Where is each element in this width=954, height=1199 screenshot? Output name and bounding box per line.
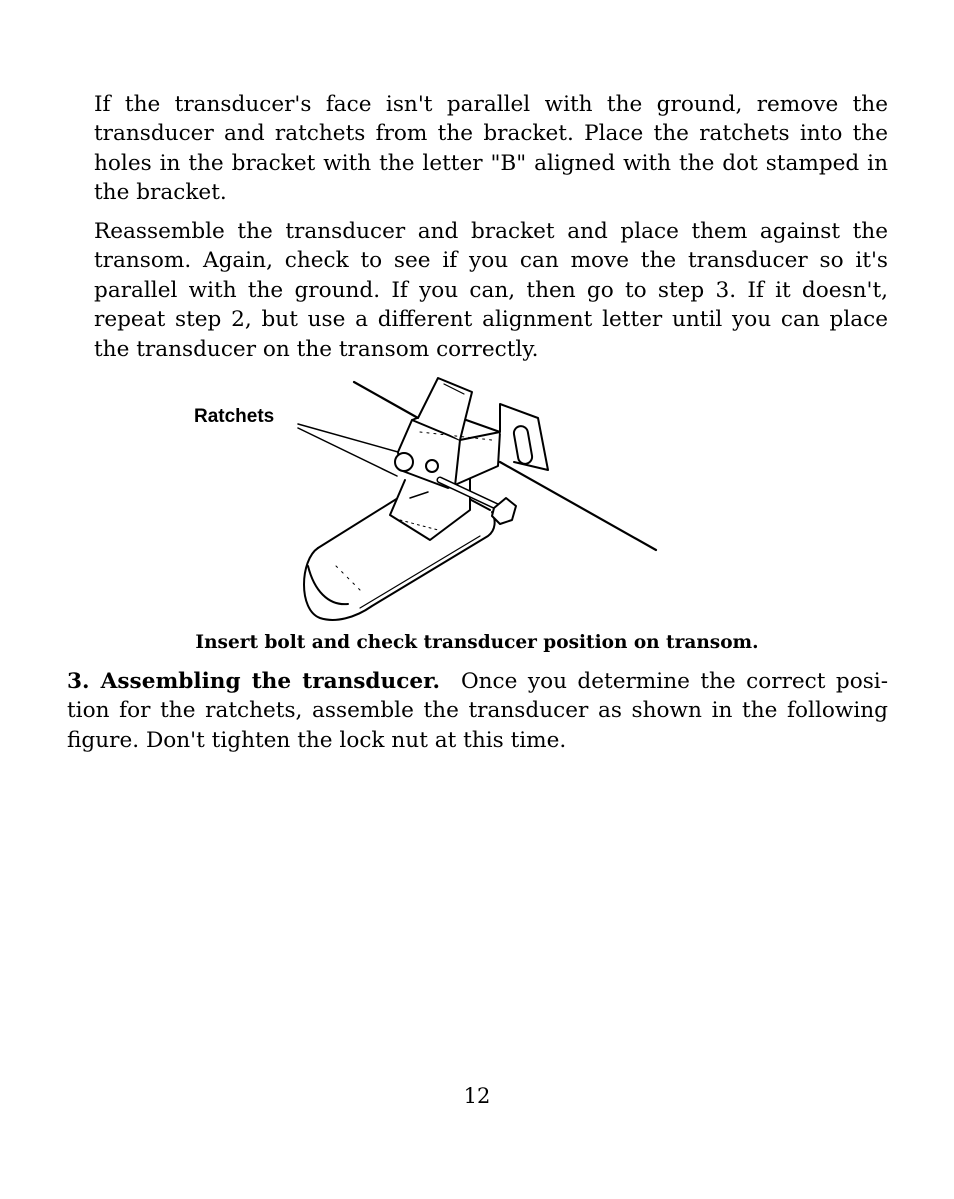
step-heading: 3. Assembling the transducer. — [67, 669, 441, 694]
step-body: Once you determine the correct posi-tion for the ratchets, assemble the transducer as shown in the following figure. Don't tighten the lock nut at this time. — [67, 669, 888, 753]
page-number: 12 — [463, 1084, 491, 1108]
paragraph-reassemble: Reassemble the transducer and bracket and place them against the transom. Again, check to see if you can move the transducer so it's parallel with the ground. If you can, then go to step 3. If it doesn't, repeat step 2, but use a different alignment letter until you can place the transducer on the transom correctly. — [94, 219, 888, 362]
paragraph-parallel-check: If the transducer's face isn't parallel with the ground, remove the transducer and ratchets from the bracket. Place the ratchets into the holes in the bracket with the letter "B" aligned with the dot stamped in the bracket. — [94, 92, 888, 206]
figure-caption: Insert bolt and check transducer position on transom. — [195, 632, 759, 653]
ratchets-label: Ratchets — [194, 406, 275, 427]
paragraph-assembling — [67, 667, 888, 755]
